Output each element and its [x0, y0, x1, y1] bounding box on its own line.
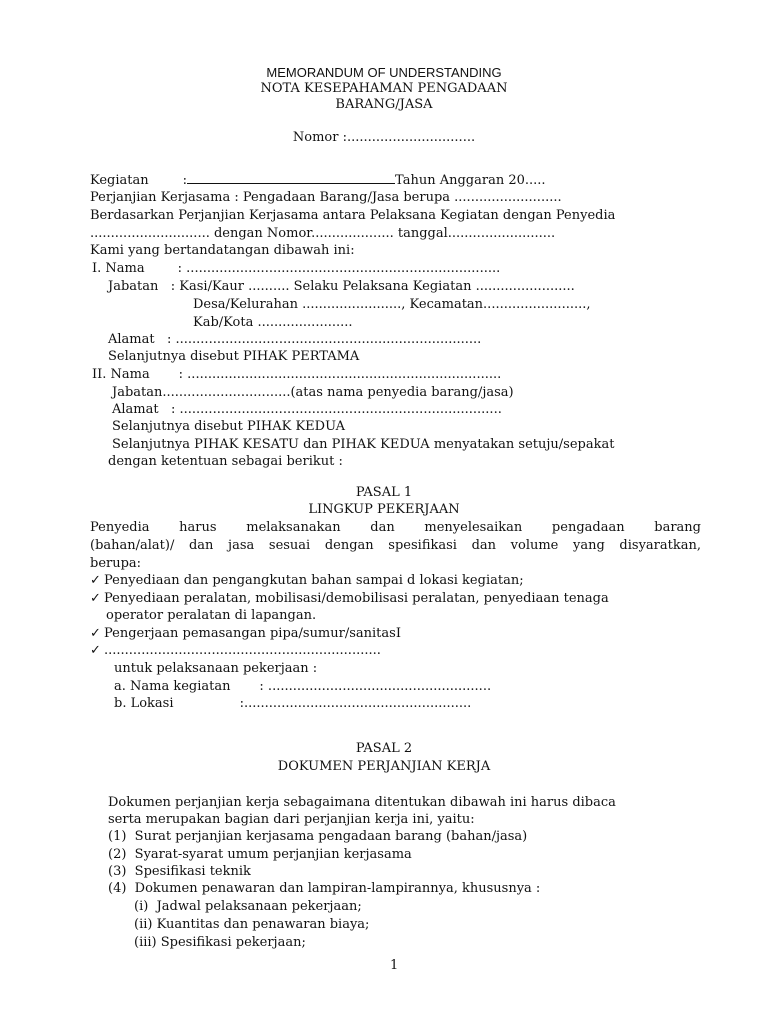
kegiatan-blank-line: [187, 171, 395, 184]
checklist-item: [90, 590, 609, 607]
kegiatan-label: Kegiatan: [90, 173, 149, 188]
sub-item: (ii) Kuantitas dan penawaran biaya;: [134, 917, 370, 932]
checkmark-icon: ✓: [90, 573, 101, 588]
agreement-line-2: dengan ketentuan sebagai berikut :: [108, 454, 343, 469]
pihak2-alamat: Alamat : ..............................................................................: [112, 402, 502, 417]
numbered-item: (3) Spesifikasi teknik: [108, 864, 251, 879]
pasal1-para-line-3: berupa:: [90, 556, 142, 571]
kami-line: Kami yang bertandatangan dibawah ini:: [90, 243, 355, 258]
doc-title-barang-jasa: BARANG/JASA: [335, 97, 433, 112]
perjanjian-line: Perjanjian Kerjasama : Pengadaan Barang/Jasa berupa ..........................: [90, 190, 562, 205]
pihak1-nama: I. Nama : ............................................................................: [92, 261, 501, 276]
pasal2-title: PASAL 2: [355, 741, 413, 756]
nama-kegiatan-line: a. Nama kegiatan : ......................................................: [114, 679, 492, 694]
kegiatan-line: [90, 171, 546, 189]
berdasarkan-line: Berdasarkan Perjanjian Kerjasama antara Pelaksana Kegiatan dengan Penyedia: [90, 208, 616, 223]
checklist-item-text: Penyediaan peralatan, mobilisasi/demobilisasi peralatan, penyediaan tenaga: [104, 591, 609, 606]
doc-title-nota: NOTA KESEPAHAMAN PENGADAAN: [260, 81, 508, 96]
sub-item: (i) Jadwal pelaksanaan pekerjaan;: [134, 899, 362, 914]
untuk-pelaksanaan: untuk pelaksanaan pekerjaan :: [114, 661, 318, 676]
checkmark-icon: ✓: [90, 626, 101, 641]
agreement-line-1: Selanjutnya PIHAK KESATU dan PIHAK KEDUA menyatakan setuju/sepakat: [112, 437, 615, 452]
pihak1-desa: Desa/Kelurahan ........................, Kecamatan.........................,: [193, 297, 591, 312]
checklist-item-text: ...................................................................: [104, 643, 381, 658]
sub-item: (iii) Spesifikasi pekerjaan;: [134, 935, 306, 950]
tahun-anggaran: Tahun Anggaran 20.....: [395, 173, 546, 188]
pihak2-jabatan: Jabatan...............................(atas nama penyedia barang/jasa): [112, 385, 514, 400]
pihak2-disebut: Selanjutnya disebut PIHAK KEDUA: [112, 419, 346, 434]
checkmark-icon: ✓: [90, 643, 101, 658]
pasal2-para-line-2: serta merupakan bagian dari perjanjian kerja ini, yaitu:: [108, 812, 475, 827]
lokasi-line: b. Lokasi :.......................................................: [114, 696, 472, 711]
checklist-item-text: Penyediaan dan pengangkutan bahan sampai d lokasi kegiatan;: [104, 573, 524, 588]
numbered-item: (4) Dokumen penawaran dan lampiran-lampirannya, khususnya :: [108, 881, 541, 896]
pihak1-alamat: Alamat : ..........................................................................: [108, 332, 482, 347]
pasal1-title: PASAL 1: [355, 485, 413, 500]
pasal2-subtitle: DOKUMEN PERJANJIAN KERJA: [277, 759, 491, 774]
dengan-nomor-line: ............................. dengan Nomor.................... tanggal..........................: [90, 226, 556, 241]
pasal1-subtitle: LINGKUP PEKERJAAN: [308, 502, 460, 517]
checklist-item: [90, 625, 401, 642]
checklist-item-text: Pengerjaan pemasangan pipa/sumur/sanitasI: [104, 626, 401, 641]
checkmark-icon: ✓: [90, 591, 101, 606]
numbered-item: (1) Surat perjanjian kerjasama pengadaan barang (bahan/jasa): [108, 829, 528, 844]
page-number: 1: [390, 958, 399, 973]
pasal1-para-line-1: Penyedia harus melaksanakan dan menyelesaikan pengadaan barang: [90, 520, 701, 535]
numbered-item: (2) Syarat-syarat umum perjanjian kerjasama: [108, 847, 412, 862]
pihak1-kab: Kab/Kota .......................: [193, 315, 353, 330]
doc-title-mou: MEMORANDUM OF UNDERSTANDING: [266, 65, 502, 80]
pihak1-disebut: Selanjutnya disebut PIHAK PERTAMA: [108, 349, 360, 364]
pihak2-nama: II. Nama : ............................................................................: [92, 367, 502, 382]
doc-number: Nomor :...............................: [292, 130, 476, 145]
pihak1-jabatan: Jabatan : Kasi/Kaur .......... Selaku Pelaksana Kegiatan ........................: [108, 279, 575, 294]
checklist-item: [90, 642, 381, 659]
kegiatan-separator: :: [182, 173, 188, 188]
checklist-item-continuation: operator peralatan di lapangan.: [106, 608, 317, 623]
pasal1-para-line-2: (bahan/alat)/ dan jasa sesuai dengan spesifikasi dan volume yang disyaratkan,: [90, 538, 701, 553]
checklist-item: [90, 572, 524, 589]
pasal2-para-line-1: Dokumen perjanjian kerja sebagaimana ditentukan dibawah ini harus dibaca: [108, 795, 616, 810]
